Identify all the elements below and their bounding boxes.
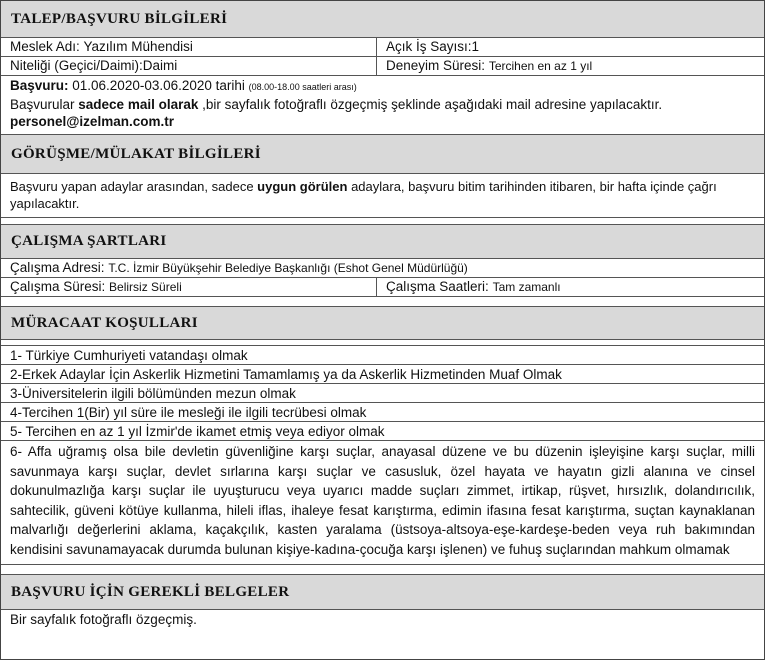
calisma-adresi-value: T.C. İzmir Büyükşehir Belediye Başkanlığı (Eshot Genel Müdürlüğü): [108, 261, 468, 275]
nitelik-label: Niteliği (Geçici/Daimi):: [10, 58, 143, 73]
section-header-calisma: ÇALIŞMA ŞARTLARI: [1, 225, 764, 259]
calisma-suresi-value: Belirsiz Süreli: [109, 280, 182, 294]
acik-is-value: 1: [471, 39, 480, 54]
nitelik-row: [1, 57, 764, 76]
calisma-adresi-cell: [1, 259, 468, 277]
gorusme-text-bold: uygun görülen: [257, 179, 348, 194]
deneyim-label: Deneyim Süresi:: [386, 58, 486, 73]
calisma-saatleri-label: Çalışma Saatleri:: [386, 279, 489, 294]
condition-item: 6- Affa uğramış olsa bile devletin güvenliğine karşı suçlar, anayasal düzene ve bu düzenin işleyişine karşı suçlar, milli savunmaya karşı suçlar, devlet sırlarına karşı suçlar ve casusluk, özel hayata ve hayatın gizli alanına ve cinsel dokunulmazlığa karşı suçlar ile uyuşturucu veya uyarıcı madde suçları zimmet, irtikap, rüşvet, hırsızlık, dolandırıcılık, sahtecilik, güveni kötüye kullanma, hileli iflas, ihaleye fesat karıştırma, edimin ifasına fesat karıştırma, suçtan kaynaklanan malvarlığı değerlerini aklama, kaçakçılık, kasten yaralama (üstsoya-altsoya-eşe-kardeşe-beden veya ruh bakımından kendisini savunamayacak durumda bulunan kişiye-kadına-çocuğa karşı işlenen) ve fuhuş suçlarından mahkum olmamak: [1, 441, 764, 565]
calisma-saatleri-cell: [377, 278, 764, 296]
nitelik-value: Daimi: [142, 58, 178, 73]
condition-item: 5- Tercihen en az 1 yıl İzmir'de ikamet etmiş veya ediyor olmak: [1, 422, 764, 441]
condition-item: 2-Erkek Adaylar İçin Askerlik Hizmetini Tamamlamış ya da Askerlik Hizmetinden Muaf Olmak: [1, 365, 764, 384]
basvuru-info-bold: sadece mail olarak: [78, 97, 199, 112]
basvuru-info-post: ,bir sayfalık fotoğraflı özgeçmiş şeklinde aşağıdaki mail adresine yapılacaktır.: [198, 97, 663, 112]
calisma-suresi-label: Çalışma Süresi:: [10, 279, 106, 294]
condition-item: 1- Türkiye Cumhuriyeti vatandaşı olmak: [1, 346, 764, 365]
calisma-suresi-cell: [1, 278, 377, 296]
calisma-sure-row: [1, 278, 764, 297]
spacer: [1, 297, 764, 307]
basvuru-label: Başvuru:: [10, 78, 69, 93]
basvuru-info: [10, 96, 755, 113]
basvuru-dates: 01.06.2020-03.06.2020 tarihi: [68, 78, 249, 93]
condition-item: 3-Üniversitelerin ilgili bölümünden mezun olmak: [1, 384, 764, 403]
meslek-label: Meslek Adı:: [10, 39, 80, 54]
nitelik-cell: [1, 57, 377, 75]
basvuru-line: [10, 77, 755, 96]
meslek-cell: [1, 38, 377, 56]
contact-email: personel@izelman.com.tr: [10, 114, 174, 129]
calisma-adresi-label: Çalışma Adresi:: [10, 260, 105, 275]
deneyim-value: Tercihen en az 1 yıl: [488, 59, 593, 73]
section-header-belgeler: BAŞVURU İÇİN GEREKLİ BELGELER: [1, 575, 764, 610]
calisma-saatleri-value: Tam zamanlı: [492, 280, 561, 294]
spacer: [1, 565, 764, 575]
gorusme-text-pre: Başvuru yapan adaylar arasından, sadece: [10, 179, 258, 194]
deneyim-cell: [377, 57, 764, 75]
condition-item: 4-Tercihen 1(Bir) yıl süre ile mesleği ile ilgili tecrübesi olmak: [1, 403, 764, 422]
basvuru-info-pre: Başvurular: [10, 97, 79, 112]
section-header-talep: TALEP/BAŞVURU BİLGİLERİ: [1, 1, 764, 38]
section-header-gorusme: GÖRÜŞME/MÜLAKAT BİLGİLERİ: [1, 135, 764, 174]
meslek-row: [1, 38, 764, 57]
spacer: [1, 218, 764, 225]
acik-is-label: Açık İş Sayısı:: [386, 39, 472, 54]
gorusme-text: [1, 174, 764, 218]
meslek-value: Yazılım Mühendisi: [83, 39, 193, 54]
calisma-adresi-row: [1, 259, 764, 278]
gorusme-text-post: adaylara, başvuru bitim tarihinden itibaren, bir hafta içinde çağrı yapılacaktır.: [10, 179, 717, 211]
acik-is-cell: [377, 38, 764, 56]
basvuru-hours: (08.00-18.00 saatleri arası): [248, 82, 357, 92]
belge-item: Bir sayfalık fotoğraflı özgeçmiş.: [10, 612, 197, 627]
section-header-muracaat: MÜRACAAT KOŞULLARI: [1, 307, 764, 340]
basvuru-block: [1, 76, 764, 135]
